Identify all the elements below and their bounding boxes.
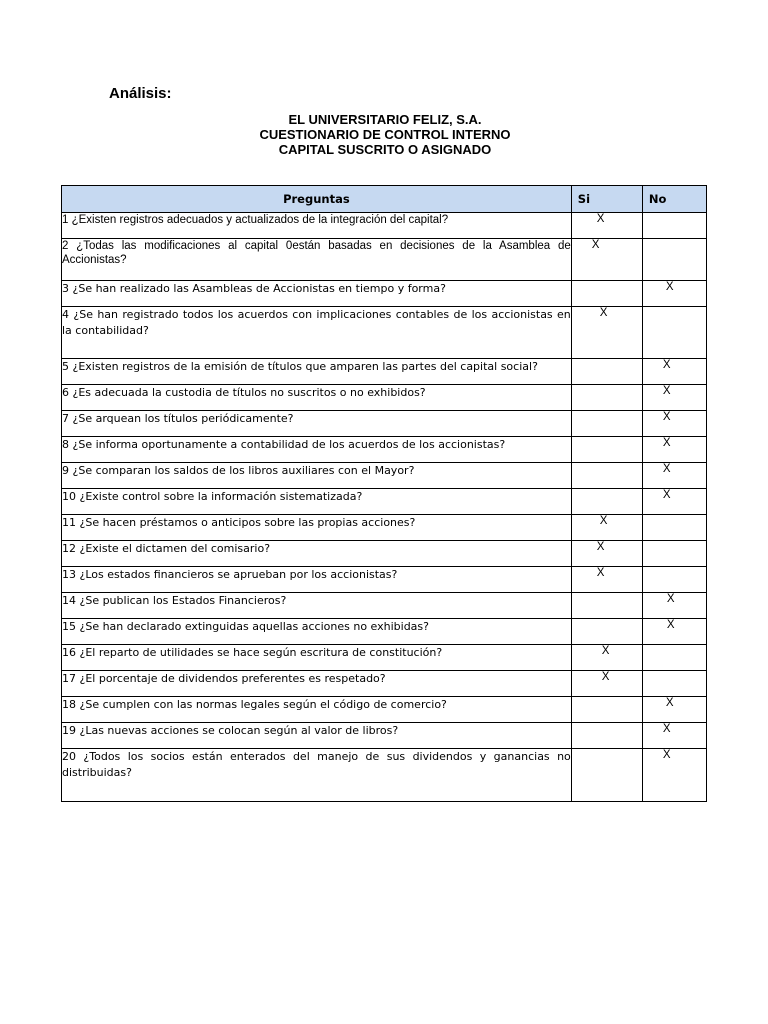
no-mark-cell: X (642, 411, 706, 437)
question-cell: 18 ¿Se cumplen con las normas legales según el código de comercio? (62, 697, 572, 723)
yes-mark-cell: X (571, 567, 642, 593)
table-row (62, 723, 707, 749)
table-row (62, 463, 707, 489)
no-mark-cell: X (642, 281, 706, 307)
no-mark-cell (642, 645, 706, 671)
question-cell: 5 ¿Existen registros de la emisión de títulos que amparen las partes del capital social? (62, 359, 572, 385)
no-mark-cell: X (642, 723, 706, 749)
question-cell: 6 ¿Es adecuada la custodia de títulos no suscritos o no exhibidos? (62, 385, 572, 411)
table-row (62, 213, 707, 239)
table-header-row (62, 186, 707, 213)
table-row (62, 437, 707, 463)
yes-mark-cell (571, 749, 642, 802)
header-no: No (642, 186, 706, 213)
yes-mark-cell: X (571, 213, 642, 239)
question-cell: 9 ¿Se comparan los saldos de los libros auxiliares con el Mayor? (62, 463, 572, 489)
document-title (0, 112, 768, 157)
yes-mark-cell (571, 697, 642, 723)
no-mark-cell: X (642, 463, 706, 489)
table-row (62, 567, 707, 593)
question-cell: 2 ¿Todas las modificaciones al capital 0están basadas en decisiones de la Asamblea de Accionistas? (62, 239, 572, 281)
question-cell: 20 ¿Todos los socios están enterados del manejo de sus dividendos y ganancias no distribuidas? (62, 749, 572, 802)
table-row (62, 489, 707, 515)
header-yes: Si (571, 186, 642, 213)
table-row (62, 515, 707, 541)
no-mark-cell: X (642, 749, 706, 802)
no-mark-cell (642, 541, 706, 567)
question-cell: 14 ¿Se publican los Estados Financieros? (62, 593, 572, 619)
table-row (62, 619, 707, 645)
yes-mark-cell (571, 359, 642, 385)
table-row (62, 749, 707, 802)
yes-mark-cell (571, 463, 642, 489)
yes-mark-cell (571, 619, 642, 645)
header-questions: Preguntas (62, 186, 572, 213)
yes-mark-cell: X (571, 645, 642, 671)
no-mark-cell: X (642, 697, 706, 723)
question-cell: 17 ¿El porcentaje de dividendos preferentes es respetado? (62, 671, 572, 697)
table-row (62, 645, 707, 671)
yes-mark-cell (571, 437, 642, 463)
yes-mark-cell (571, 723, 642, 749)
yes-mark-cell: X (571, 239, 642, 281)
question-cell: 15 ¿Se han declarado extinguidas aquellas acciones no exhibidas? (62, 619, 572, 645)
no-mark-cell: X (642, 437, 706, 463)
no-mark-cell (642, 567, 706, 593)
question-cell: 16 ¿El reparto de utilidades se hace según escritura de constitución? (62, 645, 572, 671)
question-cell: 7 ¿Se arquean los títulos periódicamente? (62, 411, 572, 437)
yes-mark-cell: X (571, 307, 642, 359)
no-mark-cell: X (642, 489, 706, 515)
no-mark-cell: X (642, 619, 706, 645)
question-cell: 13 ¿Los estados financieros se aprueban por los accionistas? (62, 567, 572, 593)
no-mark-cell: X (642, 359, 706, 385)
question-cell: 10 ¿Existe control sobre la información sistematizada? (62, 489, 572, 515)
no-mark-cell: X (642, 385, 706, 411)
title-line-questionnaire: CUESTIONARIO DE CONTROL INTERNO (259, 127, 511, 142)
no-mark-cell: X (642, 593, 706, 619)
no-mark-cell (642, 515, 706, 541)
yes-mark-cell (571, 385, 642, 411)
question-cell: 11 ¿Se hacen préstamos o anticipos sobre las propias acciones? (62, 515, 572, 541)
analysis-label: Análisis: (109, 85, 172, 102)
no-mark-cell (642, 307, 706, 359)
question-cell: 4 ¿Se han registrado todos los acuerdos con implicaciones contables de los accionistas en la contabilidad? (62, 307, 572, 359)
question-cell: 8 ¿Se informa oportunamente a contabilidad de los acuerdos de los accionistas? (62, 437, 572, 463)
table-row (62, 239, 707, 281)
no-mark-cell (642, 239, 706, 281)
questionnaire-table (61, 185, 707, 802)
title-line-subject: CAPITAL SUSCRITO O ASIGNADO (278, 142, 492, 157)
no-mark-cell (642, 213, 706, 239)
yes-mark-cell (571, 593, 642, 619)
table-row (62, 307, 707, 359)
yes-mark-cell: X (571, 541, 642, 567)
table-row (62, 281, 707, 307)
table-row (62, 359, 707, 385)
question-cell: 19 ¿Las nuevas acciones se colocan según al valor de libros? (62, 723, 572, 749)
table-row (62, 411, 707, 437)
yes-mark-cell: X (571, 515, 642, 541)
yes-mark-cell (571, 411, 642, 437)
question-cell: 12 ¿Existe el dictamen del comisario? (62, 541, 572, 567)
title-line-company: EL UNIVERSITARIO FELIZ, S.A. (288, 112, 482, 127)
question-cell: 3 ¿Se han realizado las Asambleas de Accionistas en tiempo y forma? (62, 281, 572, 307)
table-row (62, 541, 707, 567)
table-row (62, 385, 707, 411)
table-row (62, 593, 707, 619)
yes-mark-cell (571, 489, 642, 515)
no-mark-cell (642, 671, 706, 697)
question-cell: 1 ¿Existen registros adecuados y actualizados de la integración del capital? (62, 213, 572, 239)
yes-mark-cell (571, 281, 642, 307)
yes-mark-cell: X (571, 671, 642, 697)
table-row (62, 697, 707, 723)
table-row (62, 671, 707, 697)
